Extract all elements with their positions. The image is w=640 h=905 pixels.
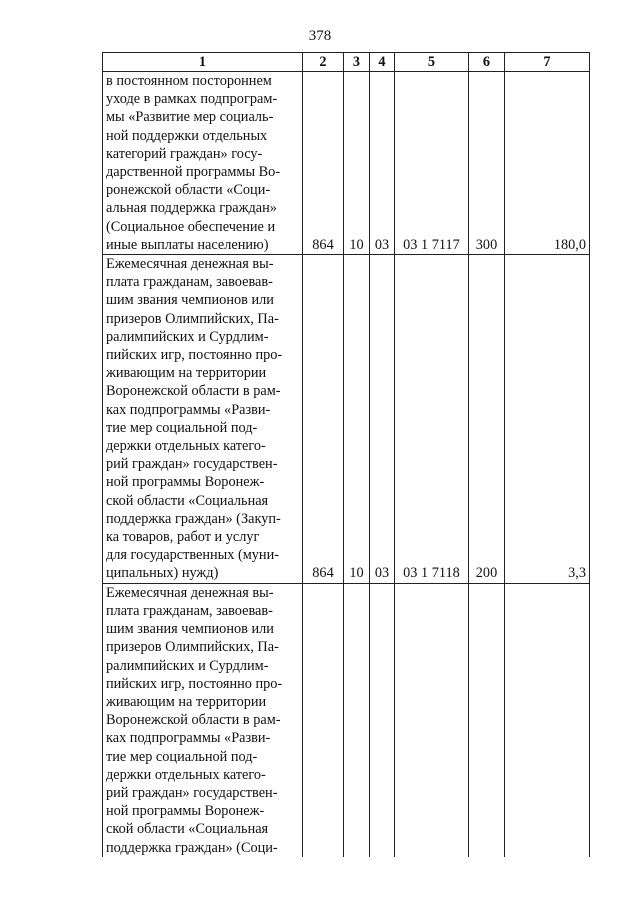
row-subsection-code: 03 bbox=[370, 72, 395, 255]
row-grbs-code: 864 bbox=[303, 255, 344, 584]
row-subsection-code: 03 bbox=[370, 255, 395, 584]
row-expense-type-code: 200 bbox=[469, 255, 505, 584]
column-header-4: 4 bbox=[370, 53, 395, 72]
column-header-2: 2 bbox=[303, 53, 344, 72]
row-grbs-code bbox=[303, 583, 344, 857]
row-subsection-code bbox=[370, 583, 395, 857]
column-header-6: 6 bbox=[469, 53, 505, 72]
table-row bbox=[103, 583, 590, 857]
column-header-1: 1 bbox=[103, 53, 303, 72]
column-header-5: 5 bbox=[395, 53, 469, 72]
row-section-code: 10 bbox=[344, 72, 370, 255]
row-section-code: 10 bbox=[344, 255, 370, 584]
row-amount bbox=[505, 583, 590, 857]
row-amount: 180,0 bbox=[505, 72, 590, 255]
row-section-code bbox=[344, 583, 370, 857]
row-expense-type-code: 300 bbox=[469, 72, 505, 255]
row-grbs-code: 864 bbox=[303, 72, 344, 255]
row-target-article-code bbox=[395, 583, 469, 857]
table-row bbox=[103, 255, 590, 584]
row-amount: 3,3 bbox=[505, 255, 590, 584]
row-description: Ежемесячная денежная вы- плата гражданам, завоевав- шим звания чемпионов или призеров Олимпийских, Па- ралимпийских и Сурдлим- пийских игр, постоянно про- живающим на территории Воронежской области в рам- ках подпрограммы «Разви- тие мер социальной под- держки отдельных катего- рий граждан» государствен- ной программы Воронеж- ской области «Социальная поддержка граждан» (Закуп- ка товаров, работ и услуг для государственных (муни- ципальных) нужд) bbox=[103, 255, 303, 584]
column-header-3: 3 bbox=[344, 53, 370, 72]
table-row bbox=[103, 72, 590, 255]
row-description: в постоянном постороннем уходе в рамках подпрограм- мы «Развитие мер социаль- ной поддержки отдельных категорий граждан» госу- дарственной программы Во- ронежской области «Соци- альная поддержка граждан» (Социальное обеспечение и иные выплаты населению) bbox=[103, 72, 303, 255]
column-header-7: 7 bbox=[505, 53, 590, 72]
page-number: 378 bbox=[308, 28, 332, 44]
table-header-row bbox=[103, 53, 590, 72]
row-expense-type-code bbox=[469, 583, 505, 857]
row-target-article-code: 03 1 7117 bbox=[395, 72, 469, 255]
row-target-article-code: 03 1 7118 bbox=[395, 255, 469, 584]
budget-table bbox=[102, 52, 590, 857]
row-description: Ежемесячная денежная вы- плата гражданам, завоевав- шим звания чемпионов или призеров Олимпийских, Па- ралимпийских и Сурдлим- пийских игр, постоянно про- живающим на территории Воронежской области в рам- ках подпрограммы «Разви- тие мер социальной под- держки отдельных катего- рий граждан» государствен- ной программы Воронеж- ской области «Социальная поддержка граждан» (Соци- bbox=[103, 583, 303, 857]
